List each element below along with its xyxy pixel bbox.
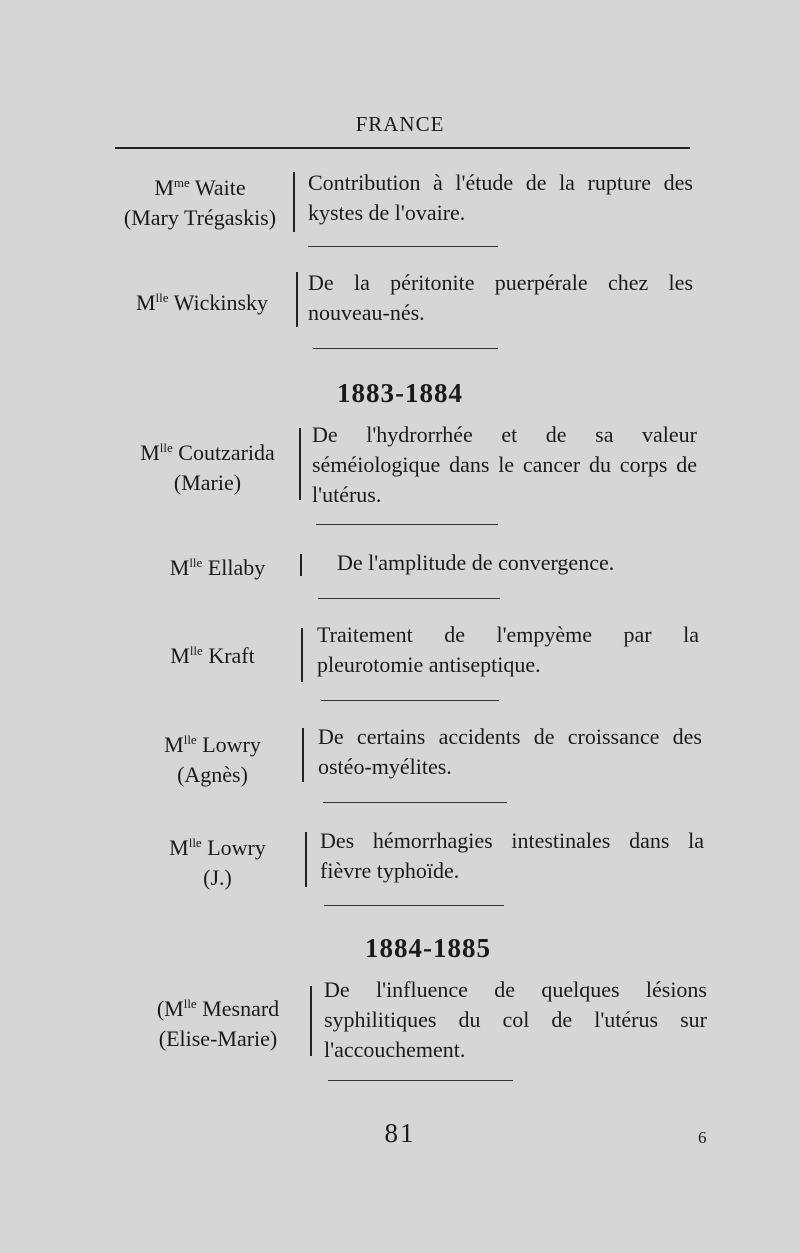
author-title-suffix: lle [183,732,197,747]
author-name: Ellaby [207,555,266,580]
author-title-suffix: lle [189,555,203,570]
author-title-suffix: lle [183,996,197,1011]
year-heading: 1883-1884 [337,378,463,408]
separator-rule [316,524,498,525]
author-name: Mesnard [202,996,280,1021]
separator-rule [313,348,498,349]
vertical-bar [293,172,295,232]
author-title-suffix: lle [188,835,202,850]
author-prefix: M [169,555,190,580]
author-prefix: M [169,835,189,860]
author-prefix: M [135,290,156,315]
author-forename: (Agnès) [177,762,248,787]
author [120,433,295,498]
separator-rule [328,1080,513,1081]
author-title-suffix: me [173,175,190,190]
author [138,989,298,1054]
author-prefix: M [164,732,184,757]
author [150,548,285,583]
thesis-title: Contribution à l'étude de la rupture des kystes de l'ovaire. [308,170,693,225]
separator-rule [324,905,504,906]
vertical-bar [301,628,303,682]
author-forename: (Elise-Marie) [158,1026,278,1051]
separator-rule [318,598,500,599]
vertical-bar [305,832,307,887]
author-name: Lowry [207,835,266,860]
author-name: Lowry [202,732,261,757]
author [110,168,290,233]
author-title-suffix: lle [159,440,173,455]
separator-rule [323,802,507,803]
author-name: Waite [194,175,246,200]
page-header: FRANCE [355,112,445,136]
vertical-bar [299,428,301,500]
separator-rule [321,700,499,701]
author-name: Wickinsky [173,290,269,315]
header-rule [115,147,690,149]
author-name: Coutzarida [178,440,275,465]
thesis-title: De l'amplitude de convergence. [337,550,615,575]
thesis-title: De certains accidents de croissance des ostéo-myélites. [318,724,702,779]
author-title-suffix: lle [189,643,203,658]
author-forename: (J.) [203,865,232,890]
author-forename: (Marie) [173,470,242,495]
page-number: 81 [384,1118,416,1148]
vertical-bar [296,272,298,327]
vertical-bar [302,728,304,782]
author-prefix: (M [156,996,184,1021]
author [150,725,275,790]
author-forename: (Mary Trégaskis) [123,205,277,230]
vertical-bar [300,554,302,576]
printer-signature-mark: 6 [698,1128,707,1147]
thesis-title: De la péritonite puerpérale chez les nouveau-nés. [308,270,693,325]
author [112,283,292,318]
thesis-title: De l'hydrorrhée et de sa valeur séméiologique dans le cancer du corps de l'utérus. [312,422,697,507]
year-heading: 1884-1885 [365,933,491,963]
thesis-title: Traitement de l'empyème par la pleurotomie antiseptique. [317,622,699,677]
separator-rule [308,246,498,247]
author-prefix: M [140,440,160,465]
author [150,828,285,893]
thesis-title: De l'influence de quelques lésions syphilitiques du col de l'utérus sur l'accouchement. [324,977,707,1062]
thesis-title: Des hémorrhagies intestinales dans la fièvre typhoïde. [320,828,704,883]
author-prefix: M [154,175,174,200]
vertical-bar [310,986,312,1056]
author-prefix: M [170,643,190,668]
author-title-suffix: lle [155,290,169,305]
author-name: Kraft [208,643,255,668]
author [150,636,275,671]
